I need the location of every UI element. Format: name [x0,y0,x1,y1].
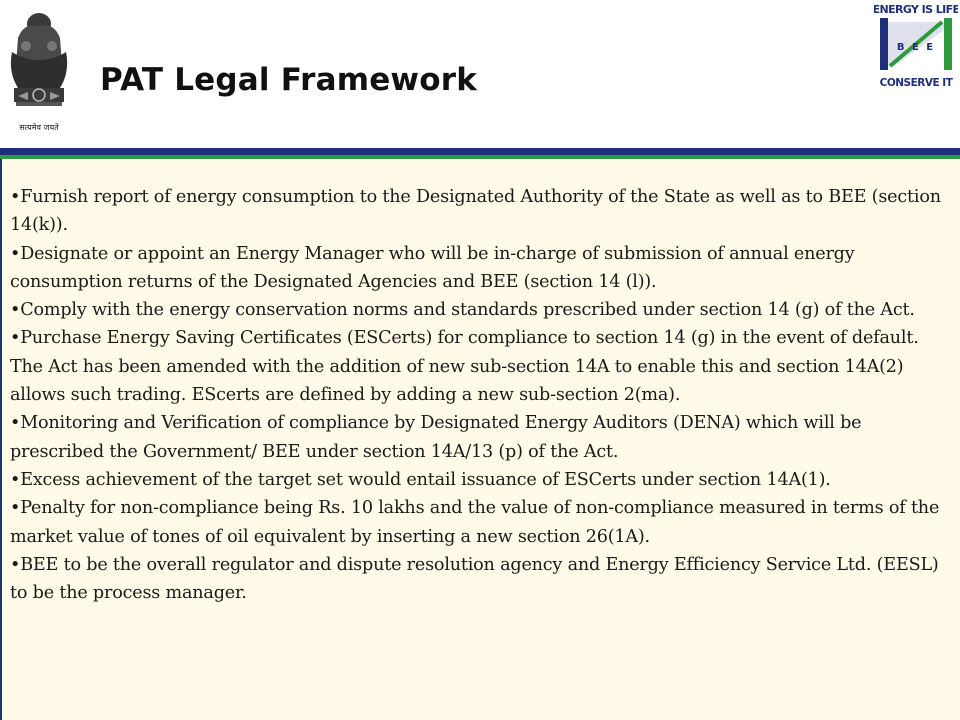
header-divider-bar [0,148,960,155]
list-item: • Monitoring and Verification of compliance by Designated Energy Auditors (DENA) which will be prescribed the Government/ BEE under section 14A/13 (p) of the Act. [10,409,955,466]
svg-text:सत्यमेव जयते: सत्यमेव जयते [19,123,59,132]
svg-text:CONSERVE IT: CONSERVE IT [879,77,953,89]
page-title: PAT Legal Framework [100,62,478,98]
list-item: • Excess achievement of the target set would entail issuance of ESCerts under section 14A(1). [10,466,955,494]
list-item: • Furnish report of energy consumption to the Designated Authority of the State as well as to BEE (section 14(k)). [10,183,955,240]
bullet-list [10,183,955,607]
list-item: • Purchase Energy Saving Certificates (ESCerts) for compliance to section 14 (g) in the event of default. The Act has been amended with the addition of new sub-section 14A to enable this and section 14A(2) allows such trading. EScerts are defined by adding a new sub-section 2(ma). [10,324,955,409]
bee-logo-icon [874,0,958,92]
svg-text:ENERGY IS LIFE: ENERGY IS LIFE [874,3,958,16]
list-item: • Designate or appoint an Energy Manager who will be in-charge of submission of annual energy consumption returns of the Designated Agencies and BEE (section 14 (l)). [10,240,955,297]
list-item: • Penalty for non-compliance being Rs. 10 lakhs and the value of non-compliance measured in terms of the market value of tones of oil equivalent by inserting a new section 26(1A). [10,494,955,551]
list-item: • Comply with the energy conservation norms and standards prescribed under section 14 (g) of the Act. [10,296,955,324]
national-emblem-icon [4,2,74,134]
svg-text:B E E: B E E [896,42,936,53]
list-item: • BEE to be the overall regulator and dispute resolution agency and Energy Efficiency Service Ltd. (EESL) to be the process manager. [10,551,955,608]
